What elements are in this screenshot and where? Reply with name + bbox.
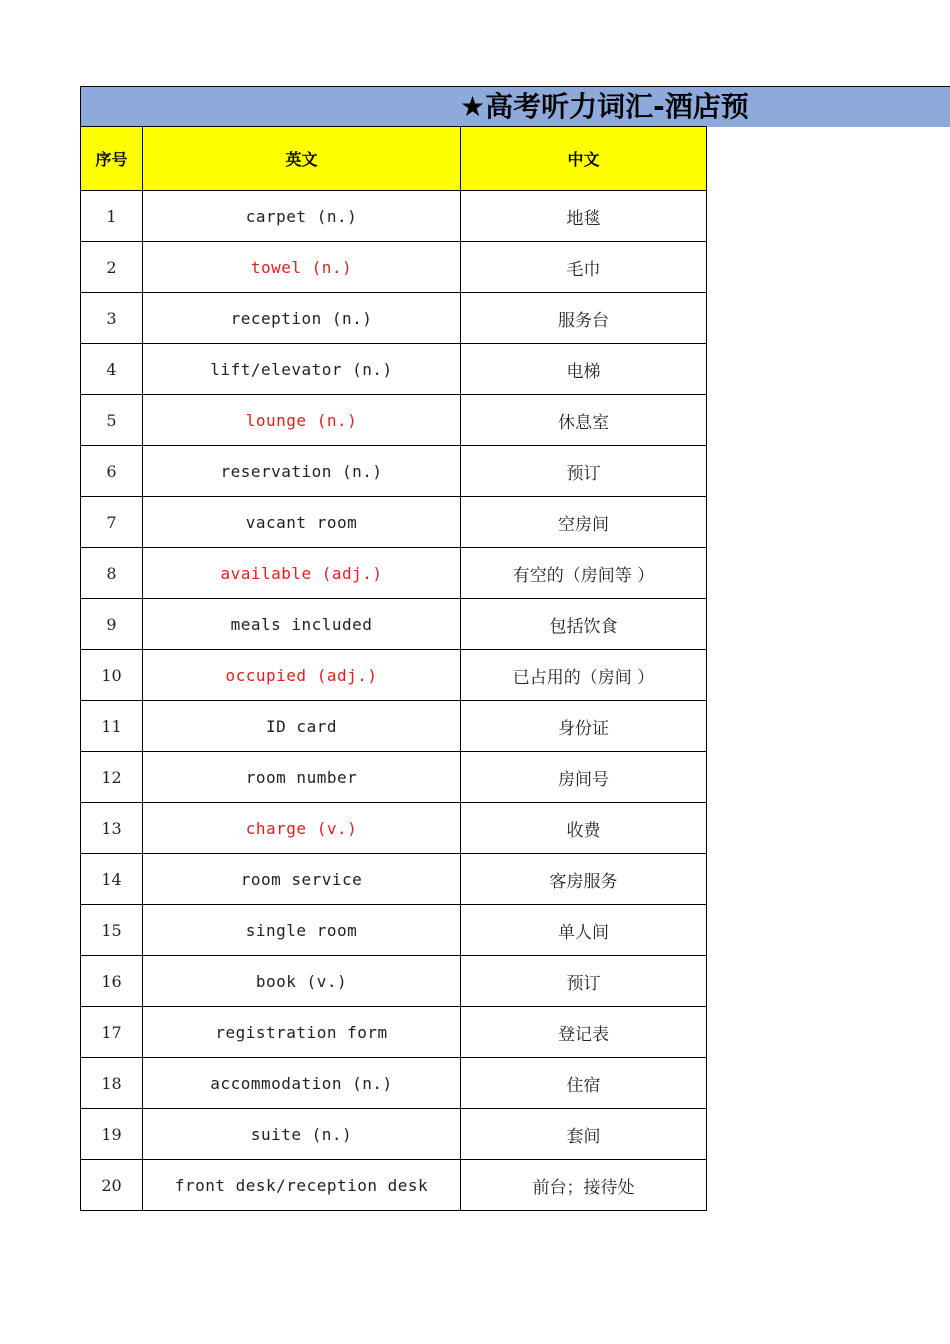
row-index: 4: [81, 344, 143, 395]
row-chinese: 套间: [461, 1109, 707, 1160]
row-english: towel (n.): [143, 242, 461, 293]
row-english: lift/elevator (n.): [143, 344, 461, 395]
row-english: room number: [143, 752, 461, 803]
row-index: 2: [81, 242, 143, 293]
row-chinese: 休息室: [461, 395, 707, 446]
row-english: accommodation (n.): [143, 1058, 461, 1109]
table-row: [81, 701, 707, 752]
row-chinese: 预订: [461, 956, 707, 1007]
table-row: [81, 191, 707, 242]
table-row: [81, 293, 707, 344]
row-english: room service: [143, 854, 461, 905]
table-row: [81, 803, 707, 854]
table-row: [81, 905, 707, 956]
row-english: available (adj.): [143, 548, 461, 599]
row-index: 8: [81, 548, 143, 599]
row-chinese: 毛巾: [461, 242, 707, 293]
table-row: [81, 497, 707, 548]
table-row: [81, 854, 707, 905]
row-english: front desk/reception desk: [143, 1160, 461, 1211]
row-chinese: 客房服务: [461, 854, 707, 905]
row-chinese: 有空的（房间等 ）: [461, 548, 707, 599]
table-row: [81, 752, 707, 803]
row-chinese: 身份证: [461, 701, 707, 752]
row-english: ID card: [143, 701, 461, 752]
row-english: suite (n.): [143, 1109, 461, 1160]
row-index: 9: [81, 599, 143, 650]
row-english: reception (n.): [143, 293, 461, 344]
row-english: book (v.): [143, 956, 461, 1007]
row-chinese: 服务台: [461, 293, 707, 344]
row-index: 10: [81, 650, 143, 701]
header-english: 英文: [143, 127, 461, 191]
row-english: reservation (n.): [143, 446, 461, 497]
row-english: carpet (n.): [143, 191, 461, 242]
header-index: 序号: [81, 127, 143, 191]
header-chinese: 中文: [461, 127, 707, 191]
table-row: [81, 446, 707, 497]
row-index: 16: [81, 956, 143, 1007]
table-row: [81, 1007, 707, 1058]
table-row: [81, 650, 707, 701]
row-chinese: 地毯: [461, 191, 707, 242]
vocabulary-table: [80, 126, 707, 1211]
table-header-row: [81, 127, 707, 191]
row-index: 15: [81, 905, 143, 956]
row-chinese: 房间号: [461, 752, 707, 803]
row-chinese: 已占用的（房间 ）: [461, 650, 707, 701]
row-chinese: 前台；接待处: [461, 1160, 707, 1211]
row-index: 17: [81, 1007, 143, 1058]
table-row: [81, 599, 707, 650]
row-english: charge (v.): [143, 803, 461, 854]
page-title: ★高考听力词汇-酒店预: [460, 90, 749, 123]
row-chinese: 空房间: [461, 497, 707, 548]
row-index: 11: [81, 701, 143, 752]
row-index: 1: [81, 191, 143, 242]
row-chinese: 包括饮食: [461, 599, 707, 650]
title-bar: [80, 86, 950, 127]
row-index: 7: [81, 497, 143, 548]
table-row: [81, 548, 707, 599]
table-row: [81, 956, 707, 1007]
row-english: occupied (adj.): [143, 650, 461, 701]
table-row: [81, 395, 707, 446]
row-index: 20: [81, 1160, 143, 1211]
table-row: [81, 1109, 707, 1160]
row-index: 13: [81, 803, 143, 854]
table-body: [81, 191, 707, 1211]
row-chinese: 电梯: [461, 344, 707, 395]
row-chinese: 登记表: [461, 1007, 707, 1058]
row-chinese: 预订: [461, 446, 707, 497]
table-row: [81, 242, 707, 293]
row-chinese: 收费: [461, 803, 707, 854]
row-english: single room: [143, 905, 461, 956]
table-row: [81, 1058, 707, 1109]
row-index: 14: [81, 854, 143, 905]
row-english: vacant room: [143, 497, 461, 548]
row-chinese: 单人间: [461, 905, 707, 956]
row-index: 3: [81, 293, 143, 344]
row-chinese: 住宿: [461, 1058, 707, 1109]
table-row: [81, 1160, 707, 1211]
row-english: registration form: [143, 1007, 461, 1058]
row-index: 6: [81, 446, 143, 497]
row-index: 12: [81, 752, 143, 803]
row-index: 19: [81, 1109, 143, 1160]
row-index: 5: [81, 395, 143, 446]
table-row: [81, 344, 707, 395]
title-border: [80, 87, 81, 127]
row-english: lounge (n.): [143, 395, 461, 446]
row-english: meals included: [143, 599, 461, 650]
row-index: 18: [81, 1058, 143, 1109]
